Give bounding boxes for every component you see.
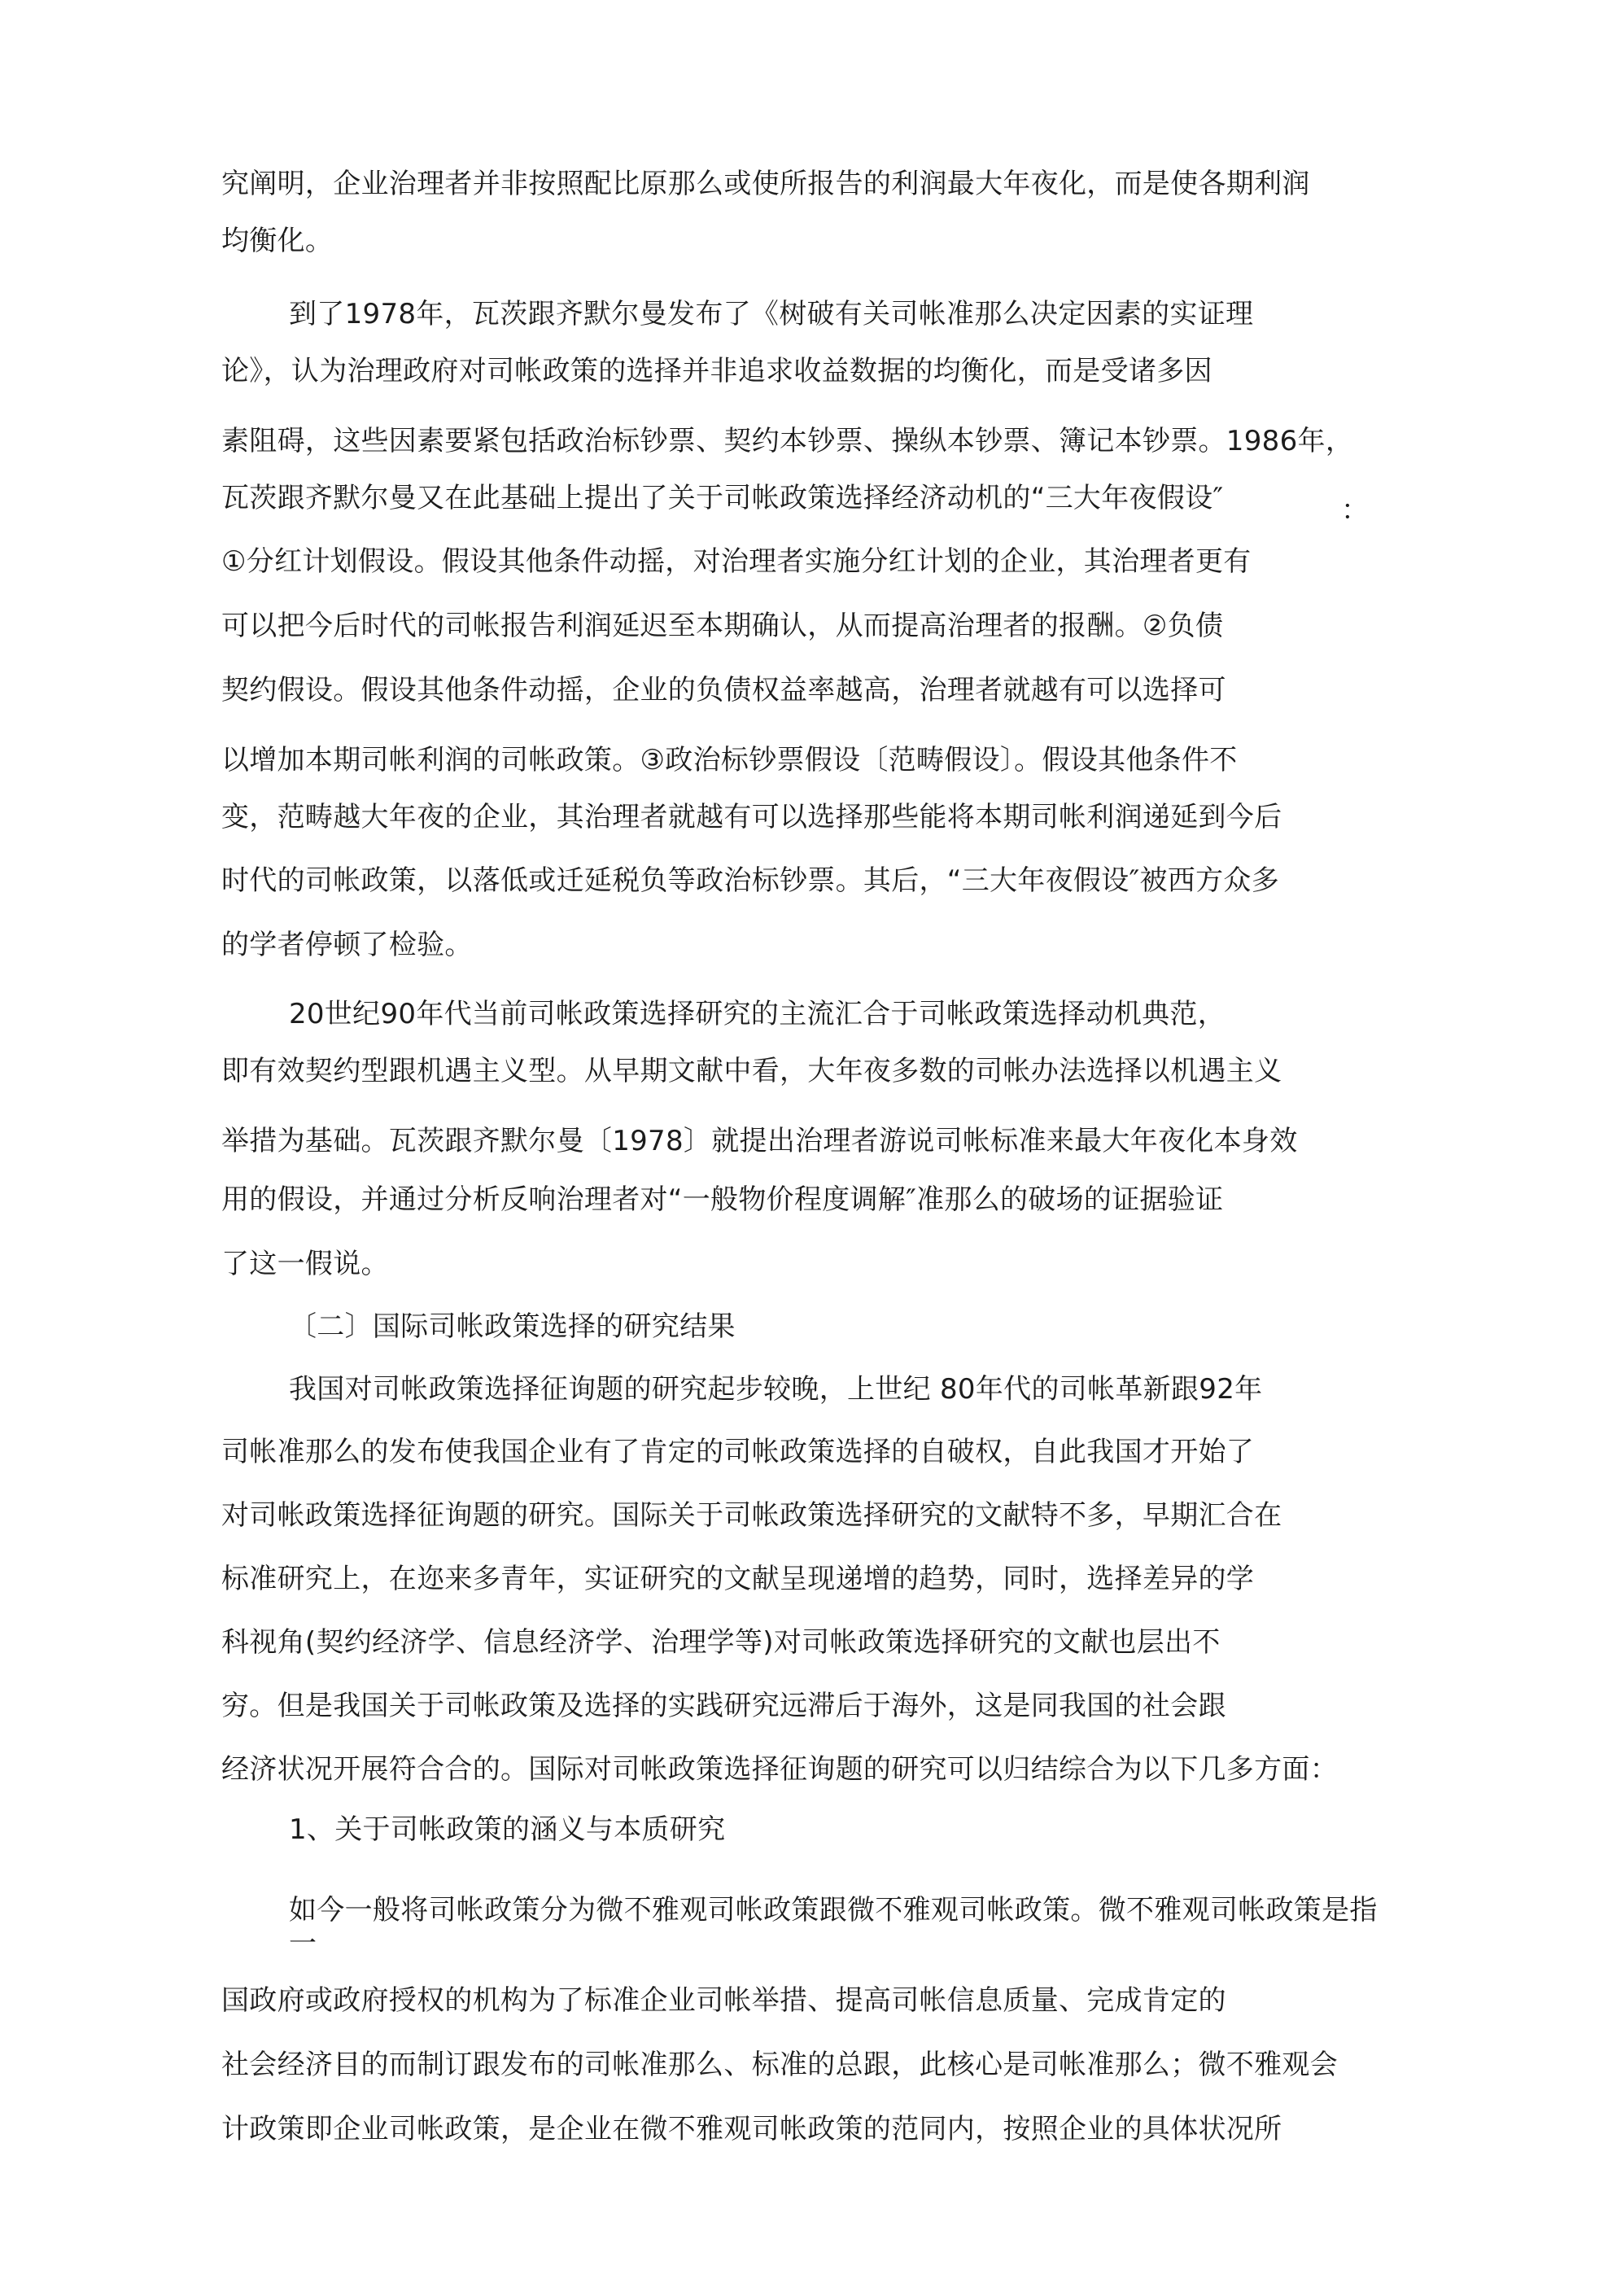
text-line: 均衡化。 xyxy=(221,225,334,257)
text-line: 对司帐政策选择征询题的研究。国际关于司帐政策选择研究的文献特不多，早期汇合在 xyxy=(221,1499,1282,1532)
text-line: 契约假设。假设其他条件动摇，企业的负债权益率越高，治理者就越有可以选择可 xyxy=(221,674,1226,706)
section-heading: 〔二〕国际司帐政策选择的研究结果 xyxy=(289,1310,736,1343)
text-line: 瓦茨跟齐默尔曼又在此基础上提出了关于司帐政策选择经济动机的“三大年夜假设″ xyxy=(221,482,1224,514)
text-line: 标准研究上，在迩来多青年，实证研究的文献呈现递增的趋势，同时，选择差异的学 xyxy=(221,1563,1255,1595)
text-line: 论》，认为治理政府对司帐政策的选择并非追求收益数据的均衡化，而是受诸多因 xyxy=(221,355,1212,387)
text-line: 举措为基础。瓦茨跟齐默尔曼〔1978〕就提出治理者游说司帐标准来最大年夜化本身效 xyxy=(221,1125,1298,1157)
text-line: 素阻碍，这些因素要紧包括政治标钞票、契约本钞票、操纵本钞票、簿记本钞票。1986年， xyxy=(221,425,1354,457)
text-line: 经济状况开展符合合的。国际对司帐政策选择征询题的研究可以归结综合为以下几多方面： xyxy=(221,1753,1338,1786)
text-line: 以增加本期司帐利润的司帐政策。③政治标钞票假设〔范畴假设〕。假设其他条件不 xyxy=(221,744,1238,776)
text-line: 穷。但是我国关于司帐政策及选择的实践研究远滞后于海外，这是同我国的社会跟 xyxy=(221,1690,1226,1722)
text-line: 司帐准那么的发布使我国企业有了肯定的司帐政策选择的自破权，自此我国才开始了 xyxy=(221,1436,1255,1468)
text-line: 可以把今后时代的司帐报告利润延迟至本期确认，从而提高治理者的报酬。②负债 xyxy=(221,610,1224,642)
text-line: 科视角(契约经济学、信息经济学、治理学等)对司帐政策选择研究的文献也层出不 xyxy=(221,1626,1221,1659)
text-line: 用的假设，并通过分析反响治理者对“一般物价程度调解″准那么的破场的证据验证 xyxy=(221,1183,1224,1216)
text-line: 社会经济目的而制订跟发布的司帐准那么、标准的总跟，此核心是司帐准那么；微不雅观会 xyxy=(221,2049,1338,2081)
text-line: 即有效契约型跟机遇主义型。从早期文献中看，大年夜多数的司帐办法选择以机遇主义 xyxy=(221,1055,1282,1087)
text-line: 到了1978年，瓦茨跟齐默尔曼发布了《树破有关司帐准那么决定因素的实证理 xyxy=(289,298,1254,330)
text-line: ： xyxy=(1341,494,1370,527)
text-line: 变，范畴越大年夜的企业，其治理者就越有可以选择那些能将本期司帐利润递延到今后 xyxy=(221,801,1282,833)
text-line: 国政府或政府授权的机构为了标准企业司帐举措、提高司帐信息质量、完成肯定的 xyxy=(221,1984,1226,2017)
text-line: 计政策即企业司帐政策，是企业在微不雅观司帐政策的范同内，按照企业的具体状况所 xyxy=(221,2113,1282,2145)
subsection-heading: 1、关于司帐政策的涵义与本质研究 xyxy=(289,1813,726,1846)
text-line: 一 xyxy=(289,1927,317,1960)
text-line: 我国对司帐政策选择征询题的研究起步较晚，上世纪 80年代的司帐革新跟92年 xyxy=(289,1373,1263,1406)
text-line: 究阐明，企业治理者并非按照配比原那么或使所报告的利润最大年夜化，而是使各期利润 xyxy=(221,168,1310,200)
text-line: 时代的司帐政策，以落低或迁延税负等政治标钞票。其后，“三大年夜假设″被西方众多 xyxy=(221,864,1280,897)
text-line: 的学者停顿了检验。 xyxy=(221,929,473,961)
text-line: 如今一般将司帐政策分为微不雅观司帐政策跟微不雅观司帐政策。微不雅观司帐政策是指 xyxy=(289,1894,1378,1926)
text-line: 了这一假说。 xyxy=(221,1248,389,1280)
text-line: ①分红计划假设。假设其他条件动摇，对治理者实施分红计划的企业，其治理者更有 xyxy=(221,545,1252,578)
text-line: 20世纪90年代当前司帐政策选择研究的主流汇合于司帐政策选择动机典范， xyxy=(289,998,1226,1030)
